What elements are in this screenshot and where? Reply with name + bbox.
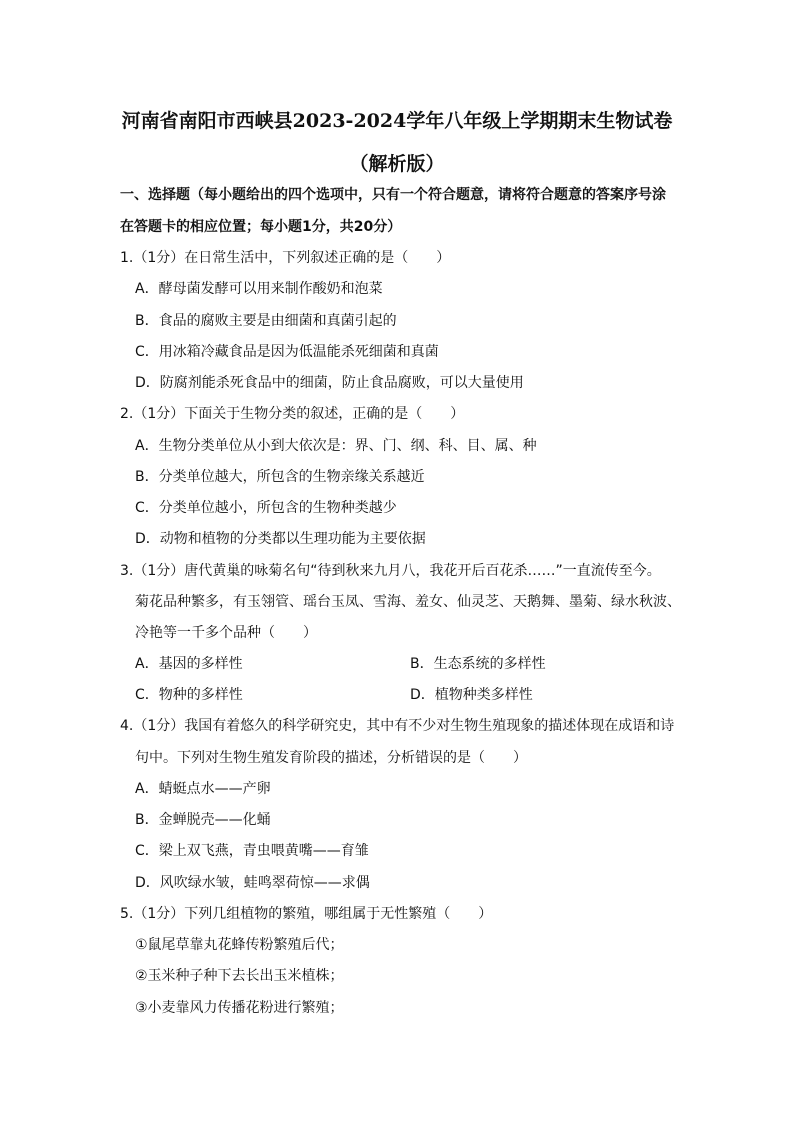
question-5-item-2: ②玉米种子种下去长出玉米植株； — [135, 968, 344, 984]
question-4-option-c: C．梁上双飞燕，青虫喂黄嘴——育雏 — [135, 843, 369, 859]
question-1-option-d: D．防腐剂能杀死食品中的细菌，防止食品腐败，可以大量使用 — [135, 375, 524, 391]
question-1-option-c: C．用冰箱冷藏食品是因为低温能杀死细菌和真菌 — [135, 344, 439, 360]
question-3-option-c: C．物种的多样性 — [135, 687, 243, 703]
question-4-stem-continued: 句中。下列对生物生殖发育阶段的描述，分析错误的是（ ） — [135, 750, 527, 766]
question-3-option-d: D．植物种类多样性 — [410, 687, 533, 703]
question-2-option-b: B．分类单位越大，所包含的生物亲缘关系越近 — [135, 469, 425, 485]
question-2-option-a: A．生物分类单位从小到大依次是：界、门、纲、科、目、属、种 — [135, 438, 537, 454]
question-1-option-a: A．酵母菌发酵可以用来制作酸奶和泡菜 — [135, 281, 383, 297]
question-5-stem: 5.（1分）下列几组植物的繁殖，哪组属于无性繁殖（ ） — [120, 906, 493, 922]
question-5-item-3: ③小麦靠风力传播花粉进行繁殖； — [135, 1000, 344, 1016]
question-3-stem-continued-2: 冷艳等一千多个品种（ ） — [135, 625, 317, 641]
question-4-stem: 4.（1分）我国有着悠久的科学研究史，其中有不少对生物生殖现象的描述体现在成语和诗 — [120, 718, 675, 734]
question-2-option-d: D．动物和植物的分类都以生理功能为主要依据 — [135, 531, 426, 547]
question-3-stem-continued-1: 菊花品种繁多，有玉翎管、瑶台玉凤、雪海、羞女、仙灵芝、天鹅舞、墨菊、绿水秋波、 — [135, 594, 681, 610]
question-4-option-d: D．风吹绿水皱，蛙鸣翠荷惊——求偶 — [135, 875, 370, 891]
question-2-option-c: C．分类单位越小，所包含的生物种类越少 — [135, 500, 397, 516]
question-2-stem: 2.（1分）下面关于生物分类的叙述，正确的是（ ） — [120, 406, 465, 422]
question-3-stem: 3.（1分）唐代黄巢的咏菊名句“待到秋来九月八，我花开后百花杀……”一直流传至今。 — [120, 563, 661, 579]
question-5-item-1: ①鼠尾草靠丸花蜂传粉繁殖后代； — [135, 937, 344, 953]
exam-subtitle: （解析版） — [349, 153, 445, 175]
question-4-option-b: B．金蝉脱壳——化蛹 — [135, 812, 271, 828]
question-1-option-b: B．食品的腐败主要是由细菌和真菌引起的 — [135, 313, 397, 329]
section-heading-line-1: 一、选择题（每小题给出的四个选项中，只有一个符合题意，请将符合题意的答案序号涂 — [120, 187, 666, 203]
question-3-option-b: B．生态系统的多样性 — [410, 656, 546, 672]
exam-title: 河南省南阳市西峡县2023-2024学年八年级上学期期末生物试卷 — [121, 110, 673, 132]
section-heading-line-2: 在答题卡的相应位置；每小题1分，共20分） — [120, 219, 402, 235]
question-1-stem: 1.（1分）在日常生活中，下列叙述正确的是（ ） — [120, 250, 451, 266]
question-4-option-a: A．蜻蜓点水——产卵 — [135, 781, 271, 797]
question-3-option-a: A．基因的多样性 — [135, 656, 243, 672]
